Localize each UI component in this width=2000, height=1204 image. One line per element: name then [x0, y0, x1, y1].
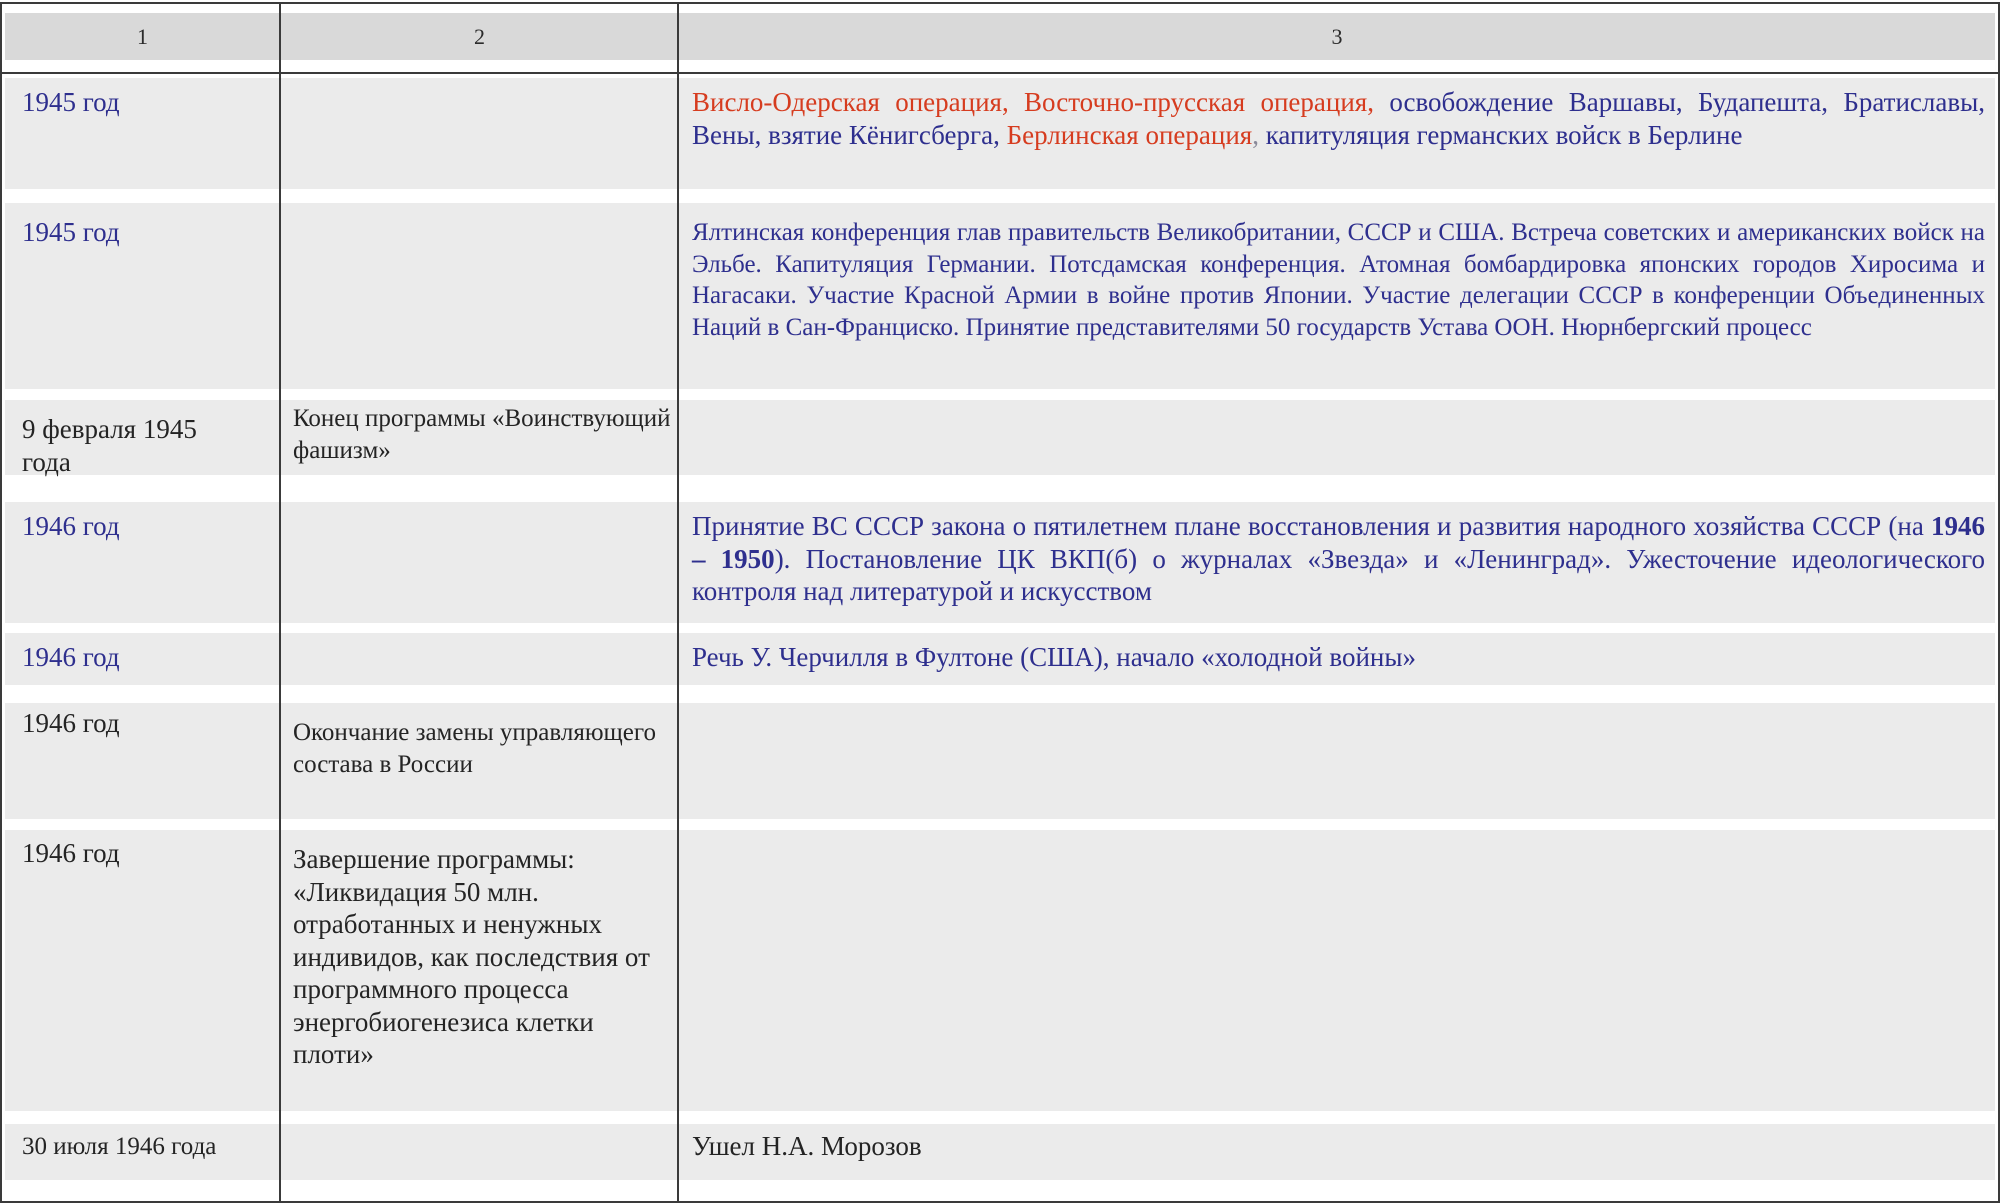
- table-border-top: [0, 2, 2000, 4]
- row-4-desc-years: 1946 – 1950: [692, 511, 1985, 574]
- row-1-date: 1945 год: [22, 87, 120, 117]
- table-border-bottom: [0, 1201, 2000, 1203]
- column-divider-1: [279, 2, 281, 1202]
- table-border-right: [1998, 2, 2000, 1202]
- row-5-description: Речь У. Черчилля в Фултоне (США), начало «холодной войны»: [692, 642, 1416, 672]
- table-border-left: [0, 2, 2, 1202]
- row-6-date: 1946 год: [22, 708, 120, 738]
- row-2-description: Ялтинская конференция глав правительств Великобритании, СССР и США. Встреча советских и американских войск на Эльбе. Капитуляция Германии. Потсдамская конференция. Атомная бомбардировка японских городов Хиросима и Нагасаки. Участие Красной Армии в войне против Японии. Участие делегации СССР в конференции Объединенных Наций в Сан-Франциско. Принятие представителями 50 государств Устава ООН. Нюрнбергский процесс: [692, 219, 1985, 341]
- row-8-description: Ушел Н.А. Морозов: [692, 1131, 922, 1161]
- row-1-desc-part-3: Берлинская операция: [1006, 119, 1253, 150]
- row-6-event: Окончание замены управляющего состава в России: [293, 719, 656, 778]
- row-1-desc-part-5: капитуляция германских войск в Берлине: [1258, 119, 1743, 150]
- column-header-1: 1: [137, 24, 148, 49]
- row-4-description: [692, 510, 1985, 608]
- column-divider-2: [677, 2, 679, 1202]
- row-1-desc-part-4: ,: [1252, 119, 1259, 150]
- row-1-description: [692, 86, 1985, 151]
- row-7-date: 1946 год: [22, 838, 120, 868]
- row-1-desc-part-2: освобождение Варшавы, Будапешта, Братиславы, Вены, взятие Кёнигсберга,: [692, 87, 1985, 150]
- row-3-date: 9 февраля 1945 года: [22, 414, 197, 477]
- row-4-desc-part-2: ). Постановление ЦК ВКП(б) о журналах «Звезда» и «Ленинград». Ужесточение идеологического контроля над литературой и искусством: [692, 543, 1985, 606]
- row-3-event: Конец программы «Воинствующий фашизм»: [293, 405, 671, 464]
- row-4-desc-part-1: Принятие ВС СССР закона о пятилетнем плане восстановления и развития народного хозяйства СССР (на: [692, 511, 1931, 541]
- row-2-date: 1945 год: [22, 217, 120, 247]
- row-4-date: 1946 год: [22, 511, 120, 541]
- row-7-event: Завершение программы: «Ликвидация 50 млн. отработанных и ненужных индивидов, как последствия от программного процесса энергобиогенезиса клетки плоти»: [293, 844, 650, 1069]
- row-8-date: 30 июля 1946 года: [22, 1133, 217, 1160]
- column-header-3: 3: [1331, 24, 1343, 49]
- row-1-desc-part-1: Висло-Одерская операция, Восточно-прусская операция,: [692, 87, 1374, 117]
- header-divider: [0, 72, 2000, 74]
- column-header-2: 2: [474, 24, 485, 49]
- row-5-date: 1946 год: [22, 642, 120, 672]
